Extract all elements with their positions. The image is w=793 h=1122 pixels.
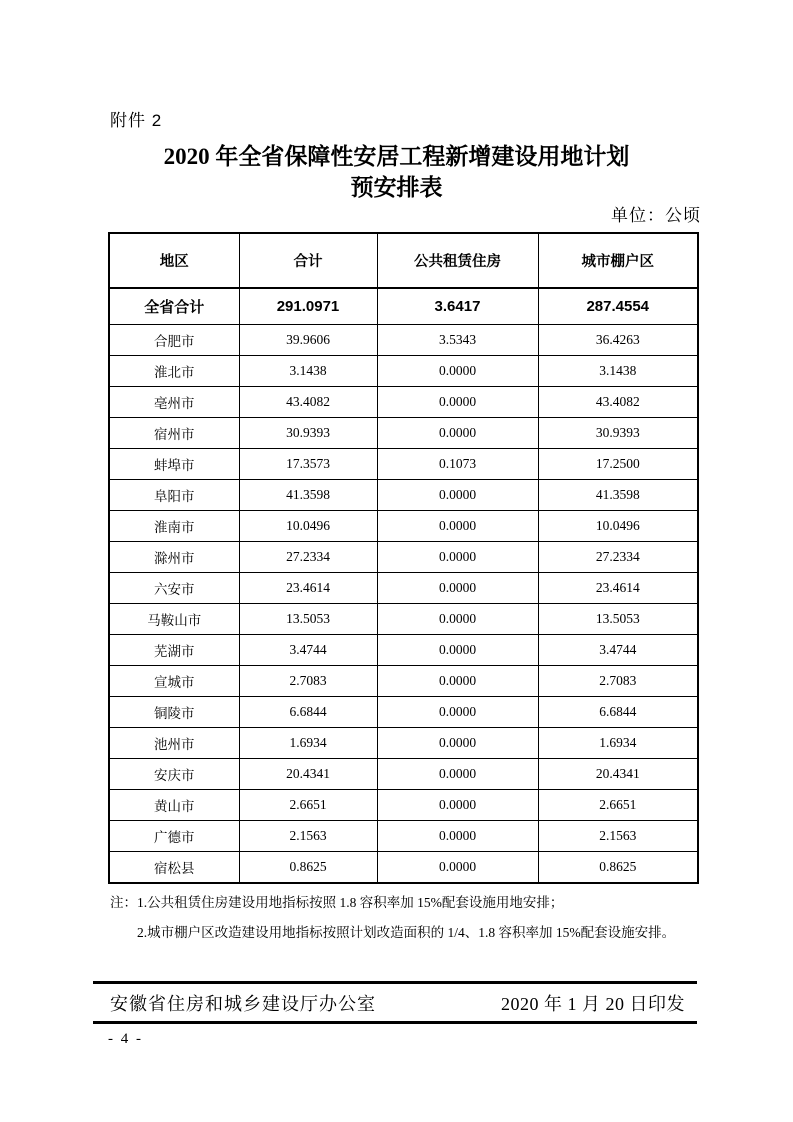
total-public-rental-cell: 3.6417 — [377, 288, 538, 325]
total-cell: 3.4744 — [239, 635, 377, 666]
shantytown-cell: 3.4744 — [538, 635, 698, 666]
public-rental-cell: 0.1073 — [377, 449, 538, 480]
public-rental-cell: 0.0000 — [377, 852, 538, 884]
region-cell: 宿松县 — [109, 852, 239, 884]
note-item-2: 2.城市棚户区改造建设用地指标按照计划改造面积的 1/4、1.8 容积率加 15%配套设施安排。 — [137, 925, 676, 940]
table-row — [109, 511, 698, 542]
region-cell: 蚌埠市 — [109, 449, 239, 480]
region-cell: 阜阳市 — [109, 480, 239, 511]
shantytown-cell: 10.0496 — [538, 511, 698, 542]
document-title-line2: 预安排表 — [350, 175, 443, 200]
total-cell: 23.4614 — [239, 573, 377, 604]
region-cell: 宣城市 — [109, 666, 239, 697]
region-cell: 芜湖市 — [109, 635, 239, 666]
total-cell: 30.9393 — [239, 418, 377, 449]
note-line-2 — [137, 918, 690, 948]
header-shantytown: 城市棚户区 — [538, 233, 698, 288]
unit-label: 单位：公顷 — [611, 206, 701, 225]
table-header — [109, 233, 698, 288]
table-row — [109, 697, 698, 728]
land-plan-table — [108, 232, 699, 884]
table-row — [109, 728, 698, 759]
region-cell: 滁州市 — [109, 542, 239, 573]
note-item-1: 1.公共租赁住房建设用地指标按照 1.8 容积率加 15%配套设施用地安排； — [137, 895, 564, 910]
footer-band — [93, 984, 697, 1021]
table-row — [109, 635, 698, 666]
notes — [110, 888, 690, 948]
public-rental-cell: 0.0000 — [377, 573, 538, 604]
public-rental-cell: 0.0000 — [377, 697, 538, 728]
public-rental-cell: 0.0000 — [377, 418, 538, 449]
province-total-row — [109, 288, 698, 325]
shantytown-cell: 43.4082 — [538, 387, 698, 418]
region-cell: 亳州市 — [109, 387, 239, 418]
shantytown-cell: 13.5053 — [538, 604, 698, 635]
total-total-cell: 291.0971 — [239, 288, 377, 325]
table-row — [109, 790, 698, 821]
public-rental-cell: 0.0000 — [377, 790, 538, 821]
total-region-cell: 全省合计 — [109, 288, 239, 325]
attachment-label: 附件 2 — [110, 111, 163, 130]
total-cell: 3.1438 — [239, 356, 377, 387]
footer-print-date: 2020 年 1 月 20 日印发 — [501, 993, 685, 1014]
table-row — [109, 356, 698, 387]
region-cell: 淮南市 — [109, 511, 239, 542]
shantytown-cell: 0.8625 — [538, 852, 698, 884]
public-rental-cell: 0.0000 — [377, 387, 538, 418]
table-body — [109, 288, 698, 883]
total-cell: 2.1563 — [239, 821, 377, 852]
shantytown-cell: 2.7083 — [538, 666, 698, 697]
shantytown-cell: 1.6934 — [538, 728, 698, 759]
public-rental-cell: 0.0000 — [377, 511, 538, 542]
shantytown-cell: 2.1563 — [538, 821, 698, 852]
total-cell: 2.6651 — [239, 790, 377, 821]
region-cell: 黄山市 — [109, 790, 239, 821]
footer-rule-bottom — [93, 1021, 697, 1024]
table-row — [109, 325, 698, 356]
total-cell: 27.2334 — [239, 542, 377, 573]
table-row — [109, 387, 698, 418]
document-title — [0, 141, 793, 203]
region-cell: 淮北市 — [109, 356, 239, 387]
public-rental-cell: 0.0000 — [377, 542, 538, 573]
region-cell: 马鞍山市 — [109, 604, 239, 635]
shantytown-cell: 36.4263 — [538, 325, 698, 356]
table-row — [109, 449, 698, 480]
shantytown-cell: 17.2500 — [538, 449, 698, 480]
shantytown-cell: 2.6651 — [538, 790, 698, 821]
total-cell: 41.3598 — [239, 480, 377, 511]
region-cell: 安庆市 — [109, 759, 239, 790]
table-row — [109, 821, 698, 852]
total-shantytown-cell: 287.4554 — [538, 288, 698, 325]
public-rental-cell: 0.0000 — [377, 480, 538, 511]
header-total: 合计 — [239, 233, 377, 288]
region-cell: 宿州市 — [109, 418, 239, 449]
page-number: - 4 - — [108, 1031, 143, 1047]
shantytown-cell: 30.9393 — [538, 418, 698, 449]
table-row — [109, 573, 698, 604]
table-row — [109, 604, 698, 635]
note-line-1 — [110, 888, 690, 918]
header-region: 地区 — [109, 233, 239, 288]
table-row — [109, 542, 698, 573]
region-cell: 铜陵市 — [109, 697, 239, 728]
total-cell: 6.6844 — [239, 697, 377, 728]
total-cell: 0.8625 — [239, 852, 377, 884]
footer-issuer: 安徽省住房和城乡建设厅办公室 — [110, 993, 376, 1014]
public-rental-cell: 3.5343 — [377, 325, 538, 356]
total-cell: 17.3573 — [239, 449, 377, 480]
table-row — [109, 852, 698, 884]
shantytown-cell: 20.4341 — [538, 759, 698, 790]
total-cell: 39.9606 — [239, 325, 377, 356]
table-header-row — [109, 233, 698, 288]
total-cell: 10.0496 — [239, 511, 377, 542]
public-rental-cell: 0.0000 — [377, 604, 538, 635]
public-rental-cell: 0.0000 — [377, 759, 538, 790]
region-cell: 合肥市 — [109, 325, 239, 356]
total-cell: 2.7083 — [239, 666, 377, 697]
region-cell: 广德市 — [109, 821, 239, 852]
table-row — [109, 666, 698, 697]
total-cell: 43.4082 — [239, 387, 377, 418]
public-rental-cell: 0.0000 — [377, 356, 538, 387]
public-rental-cell: 0.0000 — [377, 821, 538, 852]
table-row — [109, 480, 698, 511]
public-rental-cell: 0.0000 — [377, 635, 538, 666]
public-rental-cell: 0.0000 — [377, 728, 538, 759]
public-rental-cell: 0.0000 — [377, 666, 538, 697]
total-cell: 20.4341 — [239, 759, 377, 790]
region-cell: 六安市 — [109, 573, 239, 604]
shantytown-cell: 27.2334 — [538, 542, 698, 573]
header-public-rental: 公共租赁住房 — [377, 233, 538, 288]
total-cell: 13.5053 — [239, 604, 377, 635]
shantytown-cell: 3.1438 — [538, 356, 698, 387]
note-label: 注： — [110, 895, 137, 910]
table-row — [109, 418, 698, 449]
shantytown-cell: 41.3598 — [538, 480, 698, 511]
document-title-line1: 2020 年全省保障性安居工程新增建设用地计划 — [163, 144, 630, 169]
shantytown-cell: 23.4614 — [538, 573, 698, 604]
table-row — [109, 759, 698, 790]
total-cell: 1.6934 — [239, 728, 377, 759]
region-cell: 池州市 — [109, 728, 239, 759]
shantytown-cell: 6.6844 — [538, 697, 698, 728]
